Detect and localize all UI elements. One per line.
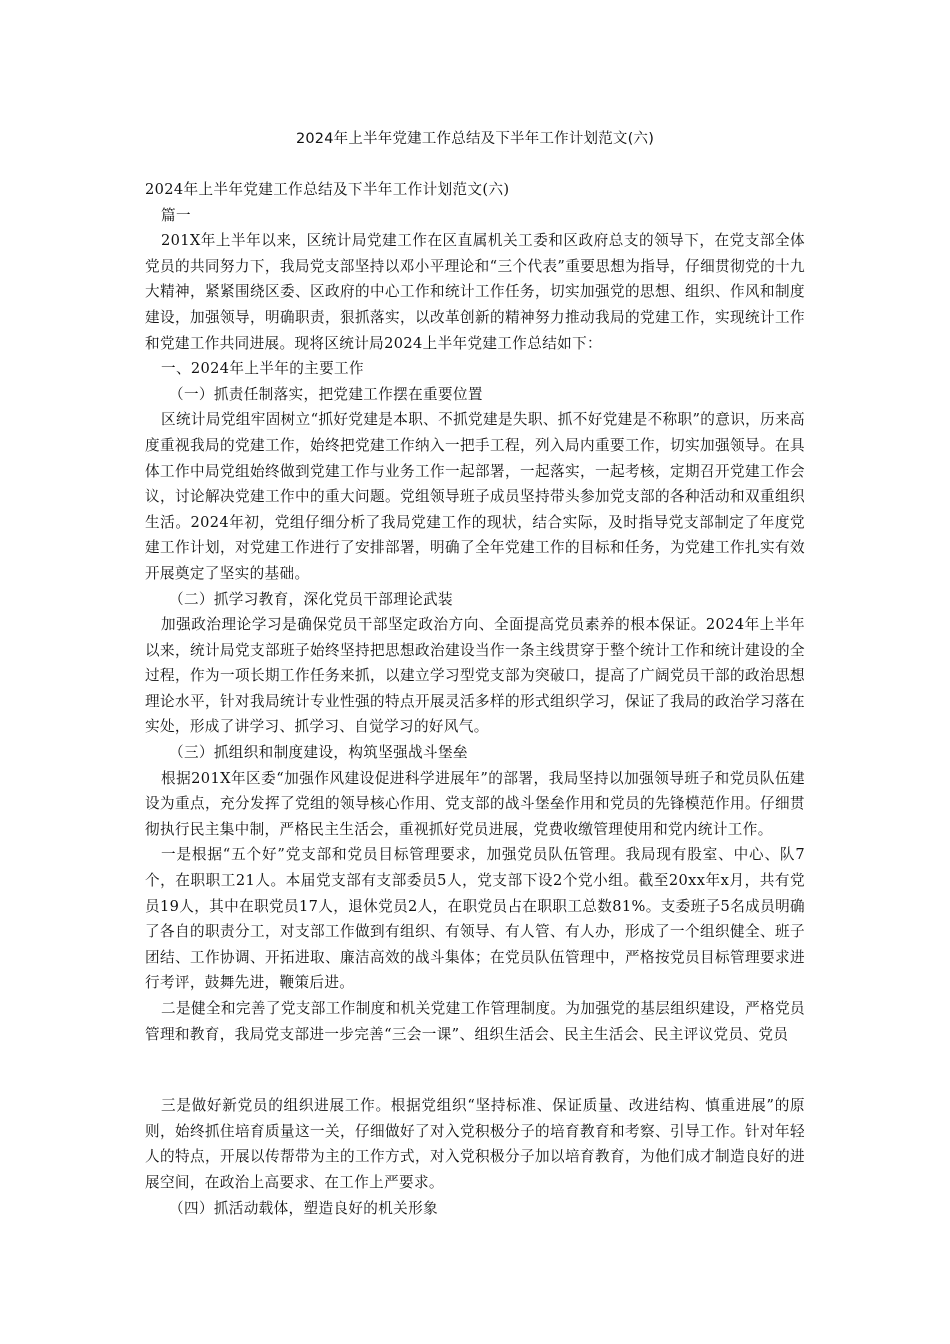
- document-title: 2024年上半年党建工作总结及下半年工作计划范文(六): [295, 131, 655, 147]
- page-gap: [145, 1047, 805, 1093]
- paragraph-study: 加强政治理论学习是确保党员干部坚定政治方向、全面提高党员素养的根本保证。2024年上半年以来，统计局党支部班子始终坚持把思想政治建设当作一条主线贯穿于整个统计工作和统计建设的全过程，作为一项长期工作任务来抓，以建立学习型党支部为突破口，提高了广阔党员干部的政治思想理论水平，针对我局统计专业性强的特点开展灵活多样的形式组织学习，保证了我局的政治学习落在实处，形成了讲学习、抓学习、自觉学习的好风气。: [145, 616, 805, 736]
- part-label: 篇一: [161, 206, 191, 224]
- paragraph-responsibility: 区统计局党组牢固树立“抓好党建是本职、不抓党建是失职、抓不好党建是不称职”的意识，历来高度重视我局的党建工作，始终把党建工作纳入一把手工程，列入局内重要工作，切实加强领导。在具体工作中局党组始终做到党建工作与业务工作一起部署，一起落实，一起考核，定期召开党建工作会议，讨论解决党建工作中的重大问题。党组领导班子成员坚持带头参加党支部的各种活动和双重组织生活。2024年初，党组仔细分析了我局党建工作的现状，结合实际，及时指导党支部制定了年度党建工作计划，对党建工作进行了安排部署，明确了全年党建工作的目标和任务，为党建工作扎实有效开展奠定了坚实的基础。: [145, 411, 805, 582]
- paragraph-point-two: 二是健全和完善了党支部工作制度和机关党建工作管理制度。为加强党的基层组织建设，严格党员管理和教育，我局党支部进一步完善“三会一课”、组织生活会、民主生活会、民主评议党员、党员: [145, 1000, 805, 1043]
- paragraph-point-one: 一是根据“五个好”党支部和党员目标管理要求，加强党员队伍管理。我局现有股室、中心、队7个，在职职工21人。本届党支部有支部委员5人，党支部下设2个党小组。截至20xx年x月，共有党员19人，其中在职党员17人，退休党员2人，在职党员占在职职工总数81%。支委班子5名成员明确了各自的职责分工，对支部工作做到有组织、有领导、有人管、有人办，形成了一个组织健全、班子团结、工作协调、开拓进取、廉洁高效的战斗集体；在党员队伍管理中，严格按党员目标管理要求进行考评，鼓舞先进，鞭策后进。: [145, 846, 805, 992]
- subsection-heading-4: （四）抓活动载体，塑造良好的机关形象: [169, 1199, 438, 1217]
- document-body: [145, 177, 805, 1221]
- subsection-heading-3: （三）抓组织和制度建设，构筑坚强战斗堡垒: [169, 744, 468, 762]
- document-subtitle: 2024年上半年党建工作总结及下半年工作计划范文(六): [145, 181, 510, 198]
- subsection-heading-1: （一）抓责任制落实，把党建工作摆在重要位置: [169, 385, 483, 403]
- paragraph-intro: 201X年上半年以来，区统计局党建工作在区直属机关工委和区政府总支的领导下，在党支部全体党员的共同努力下，我局党支部坚持以邓小平理论和“三个代表”重要思想为指导，仔细贯彻党的十九大精神，紧紧围绕区委、区政府的中心工作和统计工作任务，切实加强党的思想、组织、作风和制度建设，加强领导，明确职责，狠抓落实，以改革创新的精神努力推动我局的党建工作，实现统计工作和党建工作共同进展。现将区统计局2024上半年党建工作总结如下：: [145, 232, 805, 352]
- section-heading-main-work: 一、2024年上半年的主要工作: [161, 360, 364, 378]
- paragraph-point-three: 三是做好新党员的组织进展工作。根据党组织“坚持标准、保证质量、改进结构、慎重进展”的原则，始终抓住培育质量这一关，仔细做好了对入党积极分子的培育教育和考察、引导工作。针对年轻人的特点，开展以传帮带为主的工作方式，对入党积极分子加以培育教育，为他们成才制造良好的进展空间，在政治上高要求、在工作上严要求。: [145, 1097, 805, 1191]
- paragraph-organization: 根据201X年区委“加强作风建设促进科学进展年”的部署，我局坚持以加强领导班子和党员队伍建设为重点，充分发挥了党组的领导核心作用、党支部的战斗堡垒作用和党员的先锋模范作用。仔细贯彻执行民主集中制，严格民主生活会，重视抓好党员进展，党费收缴管理使用和党内统计工作。: [145, 769, 805, 838]
- subsection-heading-2: （二）抓学习教育，深化党员干部理论武装: [169, 590, 453, 608]
